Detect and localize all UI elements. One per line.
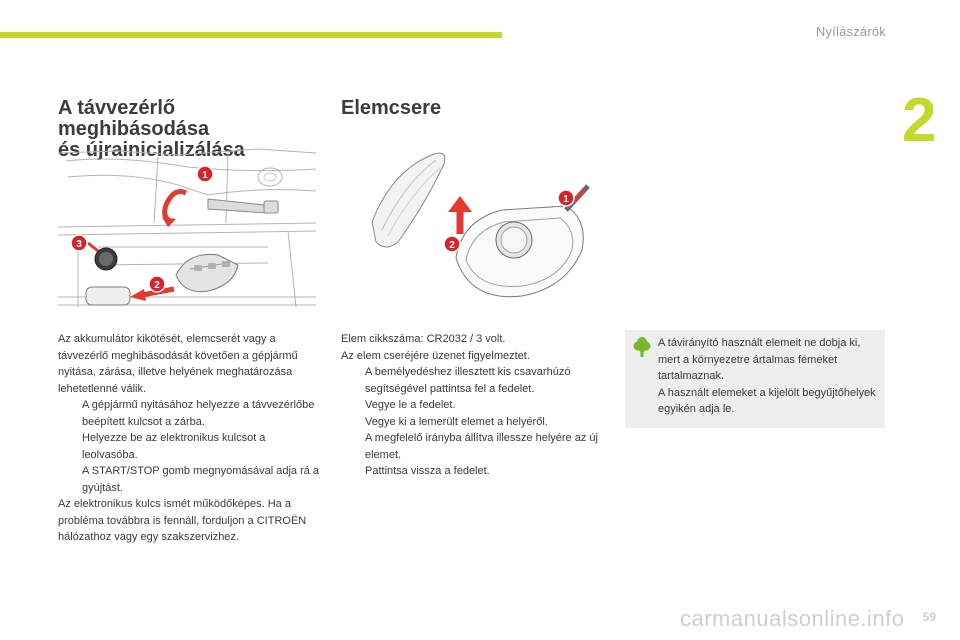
svg-text:1: 1	[202, 170, 208, 181]
left-heading-line2: és újrainicializálása	[58, 139, 245, 161]
svg-text:3: 3	[76, 239, 82, 250]
tree-icon	[633, 336, 651, 358]
step-badge-2	[444, 236, 460, 252]
battery-replacement-illustration	[352, 150, 604, 320]
chapter-number: 2	[902, 86, 937, 155]
battery-part-number: Elem cikkszáma: CR2032 / 3 volt.	[341, 333, 506, 345]
svg-text:2: 2	[449, 240, 455, 251]
battery-instructions	[341, 331, 603, 480]
battery-warning: Az elem cseréjére üzenet figyelmeztet.	[341, 349, 530, 362]
note-line1: A távirányító használt elemeit ne dobja ki, mert a környezetre ártalmas fémeket tartalmaznak.	[658, 337, 861, 382]
list-item: A bemélyedéshez illesztett kis csavarhúzó segítségével pattintsa fel a fedelet.	[365, 366, 571, 395]
list-item: A START/STOP gomb megnyomásával adja rá a gyújtást.	[82, 465, 320, 494]
list-item: A megfelelő irányba állítva illessze helyére az új elemet.	[365, 432, 598, 461]
environment-note	[625, 330, 885, 428]
list-item: Helyezze be az elektronikus kulcsot a leolvasóba.	[82, 432, 266, 461]
watermark: carmanualsonline.info	[680, 606, 905, 631]
step-badge-3	[71, 235, 87, 251]
step-badge-1	[197, 166, 213, 182]
battery-steps	[341, 364, 603, 480]
svg-text:1: 1	[563, 194, 569, 205]
reinit-instructions	[58, 331, 320, 546]
remote-reinit-illustration	[58, 147, 316, 315]
list-item: Vegye le a fedelet.	[365, 399, 456, 411]
middle-heading: Elemcsere	[341, 97, 442, 119]
list-item: Vegye ki a lemerült elemet a helyéről.	[365, 415, 548, 428]
list-item: A gépjármű nyitásához helyezze a távvezérlőbe beépített kulcsot a zárba.	[82, 399, 315, 428]
step-badge-2	[149, 276, 165, 292]
reinit-outro: Az elektronikus kulcs ismét működőképes. Ha a probléma továbbra is fennáll, forduljon a CITROËN hálózathoz vagy egy szakszervizhez.	[58, 498, 307, 543]
svg-text:2: 2	[154, 280, 160, 291]
environment-note-text	[658, 335, 880, 418]
accent-bar	[0, 32, 502, 38]
reinit-intro: Az akkumulátor kikötését, elemcserét vagy a távvezérlő meghibásodását követően a gépjármű nyitása, zárása, illetve helyének meghatározása lehetetlenné válik.	[58, 333, 298, 395]
note-line2: A használt elemeket a kijelölt begyűjtőhelyek egyikén adja le.	[658, 386, 876, 415]
list-item: Pattintsa vissza a fedelet.	[365, 465, 490, 477]
page-number: 59	[922, 610, 936, 624]
left-heading-line1: A távvezérlő meghibásodása	[58, 97, 210, 140]
section-header: Nyílászárók	[815, 24, 886, 39]
reinit-steps	[58, 397, 320, 496]
step-badge-1	[558, 190, 574, 206]
